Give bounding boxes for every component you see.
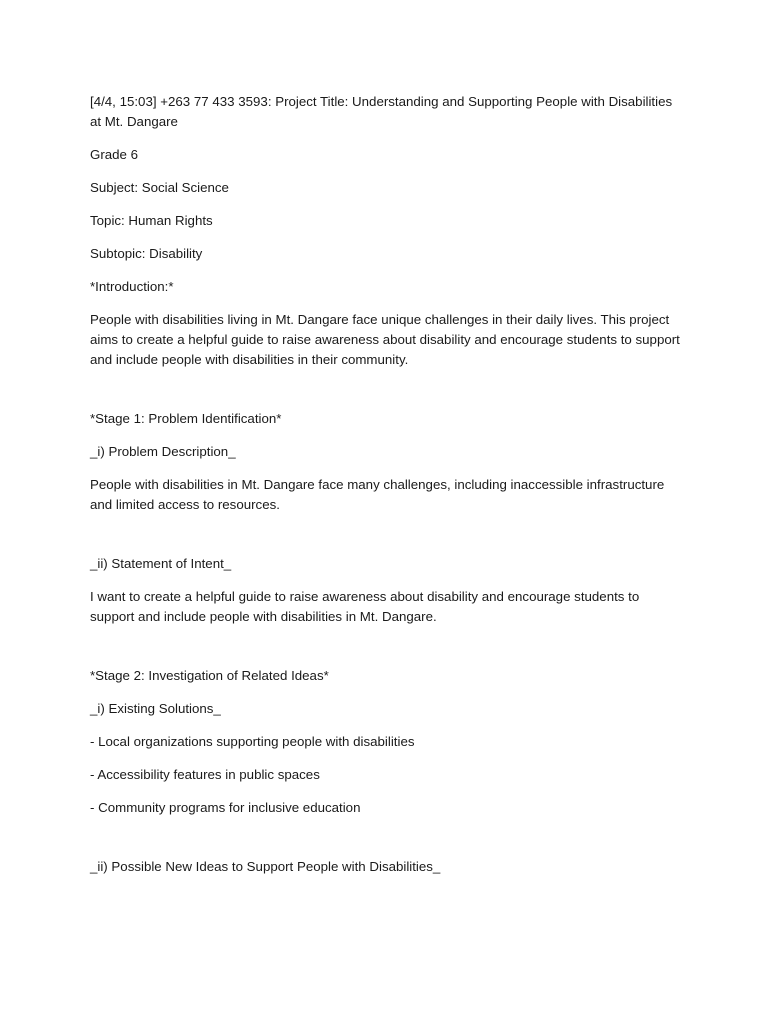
document-body (90, 92, 680, 890)
stage2-heading: *Stage 2: Investigation of Related Ideas* (90, 668, 329, 683)
existing-solutions-heading: _i) Existing Solutions_ (90, 701, 221, 716)
problem-description-paragraph: People with disabilities in Mt. Dangare face many challenges, including inaccessible infrastructure and limited access to resources. (90, 477, 665, 512)
list-item: - Accessibility features in public spaces (90, 767, 320, 782)
new-ideas-heading: _ii) Possible New Ideas to Support People with Disabilities_ (90, 859, 441, 874)
statement-of-intent-heading: _ii) Statement of Intent_ (90, 556, 232, 571)
statement-of-intent-paragraph: I want to create a helpful guide to raise awareness about disability and encourage students to support and include people with disabilities in Mt. Dangare. (90, 589, 640, 624)
stage1-heading: *Stage 1: Problem Identification* (90, 411, 282, 426)
subject-line: Subject: Social Science (90, 180, 229, 195)
introduction-heading: *Introduction:* (90, 279, 174, 294)
list-item: - Local organizations supporting people with disabilities (90, 734, 415, 749)
subtopic-line: Subtopic: Disability (90, 246, 203, 261)
list-item: - Community programs for inclusive education (90, 800, 361, 815)
blank-line (90, 383, 680, 409)
introduction-paragraph: People with disabilities living in Mt. Dangare face unique challenges in their daily lives. This project aims to create a helpful guide to raise awareness about disability and encourage students to support and include people with disabilities in their community. (90, 312, 680, 367)
grade-line: Grade 6 (90, 147, 139, 162)
problem-description-heading: _i) Problem Description_ (90, 444, 236, 459)
blank-line (90, 528, 680, 554)
blank-line (90, 640, 680, 666)
message-header-project-title: [4/4, 15:03] +263 77 433 3593: Project Title: Understanding and Supporting People with Disabilities at Mt. Dangare (90, 94, 673, 129)
topic-line: Topic: Human Rights (90, 213, 213, 228)
blank-line (90, 831, 680, 857)
